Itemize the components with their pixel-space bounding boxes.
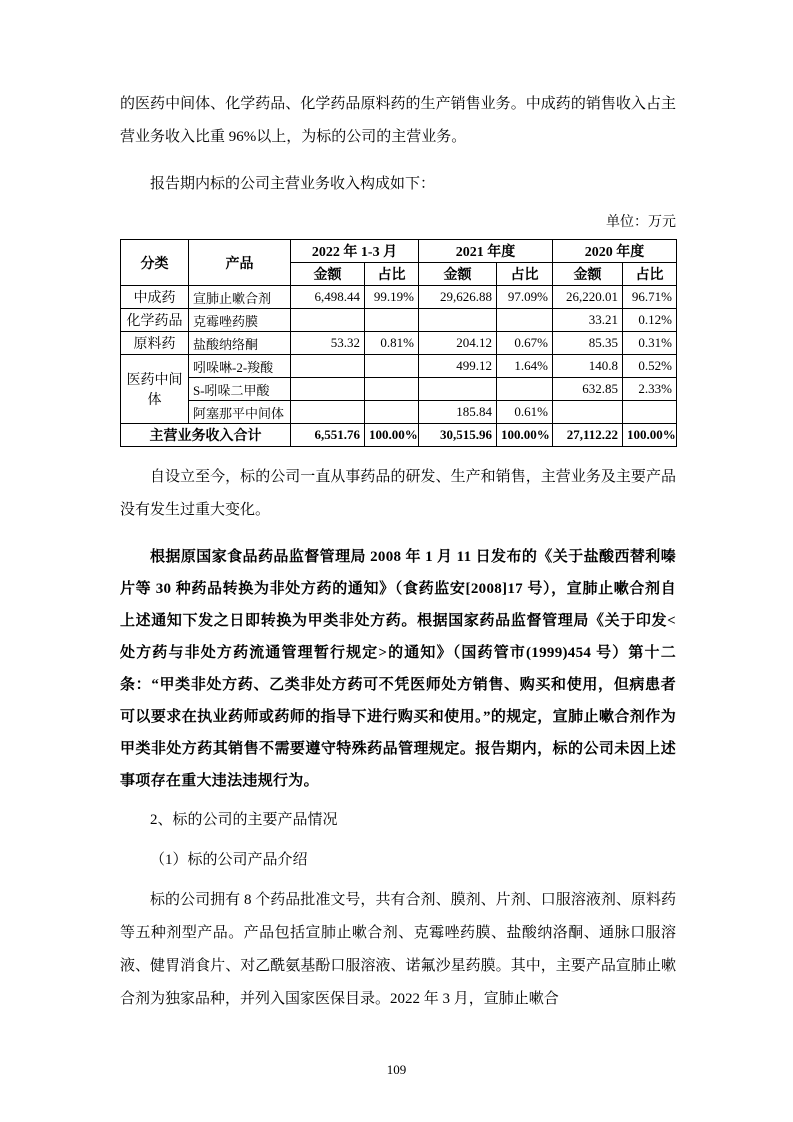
cell-value: [365, 355, 419, 378]
cell-value: 0.31%: [623, 332, 677, 355]
cell-value: 97.09%: [497, 286, 553, 309]
cell-value: [291, 355, 365, 378]
cell-value: [365, 309, 419, 332]
cell-total-value: 100.00%: [497, 424, 553, 447]
page-number: 109: [386, 1062, 407, 1077]
cell-value: [419, 309, 497, 332]
cell-value: 26,220.01: [553, 286, 623, 309]
unit-label: 单位：万元: [606, 215, 676, 230]
cell-value: 1.64%: [497, 355, 553, 378]
cell-total-value: 100.00%: [623, 424, 677, 447]
table-header-row: [121, 240, 677, 263]
cell-value: 632.85: [553, 378, 623, 401]
table-row: [121, 401, 677, 424]
table-row: [121, 286, 677, 309]
header-category: 分类: [121, 240, 189, 286]
table-row: [121, 309, 677, 332]
cell-value: 204.12: [419, 332, 497, 355]
table-total-row: [121, 424, 677, 447]
cell-total-value: 100.00%: [365, 424, 419, 447]
cell-total-value: 6,551.76: [291, 424, 365, 447]
cell-value: 6,498.44: [291, 286, 365, 309]
cell-value: [497, 378, 553, 401]
cell-category: 化学药品: [121, 309, 189, 332]
cell-category: 原料药: [121, 332, 189, 355]
cell-value: [365, 378, 419, 401]
after-table-paragraph: 自设立至今，标的公司一直从事药品的研发、生产和销售，主营业务及主要产品没有发生过重大变化。: [120, 469, 676, 518]
header-amount-2022: 金额: [291, 263, 365, 286]
table-intro-paragraph: 报告期内标的公司主营业务收入构成如下：: [150, 176, 436, 192]
cell-value: [291, 309, 365, 332]
cell-value: [365, 401, 419, 424]
products-paragraph: 标的公司拥有 8 个药品批准文号，共有合剂、膜剂、片剂、口服溶液剂、原料药等五种剂型产品。产品包括宣肺止嗽合剂、克霉唑药膜、盐酸纳洛酮、通脉口服溶液、健胃消食片、对乙酰氨基酚口服溶液、诺氟沙星药膜。其中，主要产品宣肺止嗽合剂为独家品种，并列入国家医保目录。2022 年 3 月，宣肺止嗽合: [120, 892, 676, 1007]
header-ratio-2022: 占比: [365, 263, 419, 286]
cell-value: 0.61%: [497, 401, 553, 424]
cell-total-value: 30,515.96: [419, 424, 497, 447]
header-period-2021: 2021 年度: [419, 240, 553, 263]
cell-total-value: 27,112.22: [553, 424, 623, 447]
cell-value: 96.71%: [623, 286, 677, 309]
header-ratio-2021: 占比: [497, 263, 553, 286]
table-row: [121, 378, 677, 401]
table-row: [121, 355, 677, 378]
cell-category: 中成药: [121, 286, 189, 309]
section-heading: 2、标的公司的主要产品情况: [150, 812, 338, 828]
cell-product: 宣肺止嗽合剂: [189, 286, 291, 309]
cell-value: 53.32: [291, 332, 365, 355]
cell-value: 185.84: [419, 401, 497, 424]
cell-value: 0.67%: [497, 332, 553, 355]
cell-value: [497, 309, 553, 332]
header-ratio-2020: 占比: [623, 263, 677, 286]
cell-value: 2.33%: [623, 378, 677, 401]
cell-value: 29,626.88: [419, 286, 497, 309]
cell-product: 克霉唑药膜: [189, 309, 291, 332]
header-amount-2020: 金额: [553, 263, 623, 286]
cell-value: 85.35: [553, 332, 623, 355]
cell-product: 吲哚啉-2-羧酸: [189, 355, 291, 378]
cell-product: S-吲哚二甲酸: [189, 378, 291, 401]
header-product: 产品: [189, 240, 291, 286]
header-amount-2021: 金额: [419, 263, 497, 286]
cell-category: 医药中间体: [121, 355, 189, 424]
cell-value: 499.12: [419, 355, 497, 378]
intro-continuation-paragraph: 的医药中间体、化学药品、化学药品原料药的生产销售业务。中成药的销售收入占主营业务收入比重 96%以上，为标的公司的主营业务。: [120, 96, 676, 145]
cell-value: [623, 401, 677, 424]
total-label: 主营业务收入合计: [121, 424, 291, 447]
header-period-2022: 2022 年 1-3 月: [291, 240, 419, 263]
subsection-heading: （1）标的公司产品介绍: [150, 852, 308, 868]
header-period-2020: 2020 年度: [553, 240, 677, 263]
cell-value: 0.52%: [623, 355, 677, 378]
cell-value: [291, 401, 365, 424]
cell-value: [291, 378, 365, 401]
cell-product: 盐酸纳络酮: [189, 332, 291, 355]
cell-product: 阿塞那平中间体: [189, 401, 291, 424]
revenue-table: [120, 239, 677, 447]
cell-value: [419, 378, 497, 401]
cell-value: 140.8: [553, 355, 623, 378]
cell-value: 0.12%: [623, 309, 677, 332]
cell-value: [553, 401, 623, 424]
table-row: [121, 332, 677, 355]
cell-value: 33.21: [553, 309, 623, 332]
cell-value: 99.19%: [365, 286, 419, 309]
cell-value: 0.81%: [365, 332, 419, 355]
regulation-paragraph: 根据原国家食品药品监督管理局 2008 年 1 月 11 日发布的《关于盐酸西替利嗪片等 30 种药品转换为非处方药的通知》（食药监安[2008]17 号），宣肺止嗽合剂自上述通知下发之日即转换为甲类非处方药。根据国家药品监督管理局《关于印发<处方药与非处方药流通管理暂行规定>的通知》（国药管市(1999)454 号）第十二条：“甲类非处方药、乙类非处方药可不凭医师处方销售、购买和使用，但病患者可以要求在执业药师或药师的指导下进行购买和使用。”的规定，宣肺止嗽合剂作为甲类非处方药其销售不需要遵守特殊药品管理规定。报告期内，标的公司未因上述事项存在重大违法违规行为。: [120, 549, 676, 789]
